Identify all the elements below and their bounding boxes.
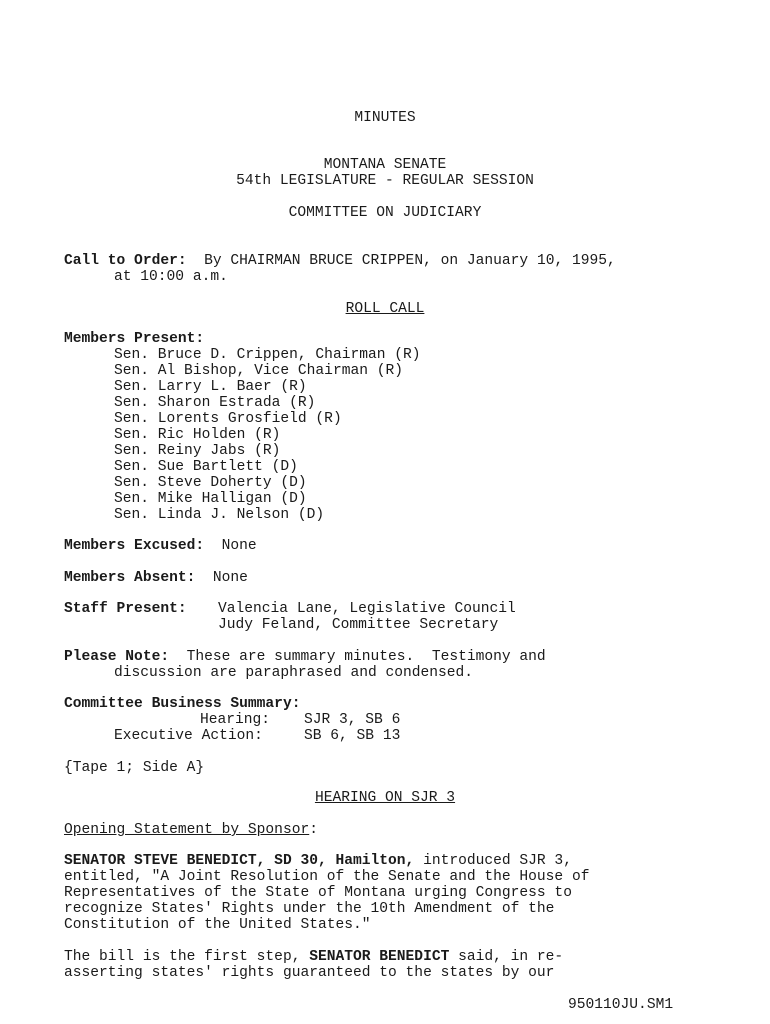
chairman-name: CHAIRMAN BRUCE CRIPPEN,: [230, 253, 432, 269]
please-note-text-cont: discussion are paraphrased and condensed.: [114, 665, 474, 681]
members-absent-value: None: [212, 570, 248, 586]
member-item: Sen. Bruce D. Crippen, Chairman (R): [114, 347, 421, 363]
please-note: [64, 649, 546, 665]
sponsor-name: SENATOR STEVE BENEDICT, SD 30, Hamilton,: [64, 853, 415, 869]
meeting-time: at 10:00 a.m.: [114, 269, 228, 285]
paragraph-line: Representatives of the State of Montana urging Congress to: [64, 885, 572, 901]
paragraph-line: recognize States' Rights under the 10th Amendment of the: [64, 901, 555, 917]
member-item: Sen. Larry L. Baer (R): [114, 379, 307, 395]
opening-statement-colon: :: [309, 822, 318, 838]
member-item: Sen. Linda J. Nelson (D): [114, 507, 325, 523]
opening-statement: [64, 822, 318, 838]
business-summary-label: Committee Business Summary:: [64, 696, 301, 712]
hearing-value: SJR 3, SB 6: [304, 712, 401, 728]
staff-item: Judy Feland, Committee Secretary: [218, 617, 499, 633]
paragraph-line: [64, 949, 563, 965]
member-item: Sen. Ric Holden (R): [114, 427, 281, 443]
paragraph-text: The bill is the first step,: [64, 949, 310, 965]
executive-action-label: Executive Action:: [114, 728, 263, 744]
paragraph-line: [64, 853, 572, 869]
document-id: 950110JU.SM1: [568, 997, 674, 1013]
members-absent: [64, 570, 248, 586]
member-item: Sen. Sue Bartlett (D): [114, 459, 298, 475]
tape-marker: {Tape 1; Side A}: [64, 760, 205, 776]
members-present-label: Members Present:: [64, 331, 205, 347]
senator-name: SENATOR BENEDICT: [309, 949, 450, 965]
legislative-body: MONTANA SENATE: [323, 157, 447, 173]
roll-call-heading: ROLL CALL: [345, 301, 425, 317]
hearing-label: Hearing:: [200, 712, 271, 728]
members-excused: [64, 538, 257, 554]
call-to-order-by: By: [204, 253, 222, 269]
members-excused-value: None: [221, 538, 257, 554]
paragraph-text: said, in re-: [449, 949, 564, 965]
session-title: 54th LEGISLATURE - REGULAR SESSION: [236, 173, 534, 189]
opening-statement-label: Opening Statement by Sponsor: [64, 822, 310, 838]
meeting-date: on January 10, 1995,: [440, 253, 616, 269]
executive-action-value: SB 6, SB 13: [304, 728, 401, 744]
call-to-order-label: Call to Order:: [64, 253, 187, 269]
paragraph-line: asserting states' rights guaranteed to the states by our: [64, 965, 555, 981]
member-item: Sen. Lorents Grosfield (R): [114, 411, 342, 427]
staff-present-label: Staff Present:: [64, 601, 187, 617]
member-item: Sen. Mike Halligan (D): [114, 491, 307, 507]
paragraph-line: Constitution of the United States.": [64, 917, 371, 933]
hearing-heading: HEARING ON SJR 3: [314, 790, 456, 806]
call-to-order: [64, 253, 616, 269]
committee-name: COMMITTEE ON JUDICIARY: [288, 205, 482, 221]
member-item: Sen. Al Bishop, Vice Chairman (R): [114, 363, 404, 379]
staff-item: Valencia Lane, Legislative Council: [218, 601, 516, 617]
member-item: Sen. Sharon Estrada (R): [114, 395, 316, 411]
please-note-text: These are summary minutes. Testimony and: [186, 649, 546, 665]
member-item: Sen. Steve Doherty (D): [114, 475, 307, 491]
paragraph-line: entitled, "A Joint Resolution of the Senate and the House of: [64, 869, 590, 885]
sponsor-text: introduced SJR 3,: [414, 853, 572, 869]
members-absent-label: Members Absent:: [64, 570, 196, 586]
please-note-label: Please Note:: [64, 649, 170, 665]
members-excused-label: Members Excused:: [64, 538, 205, 554]
member-item: Sen. Reiny Jabs (R): [114, 443, 281, 459]
document-title: MINUTES: [354, 110, 416, 126]
